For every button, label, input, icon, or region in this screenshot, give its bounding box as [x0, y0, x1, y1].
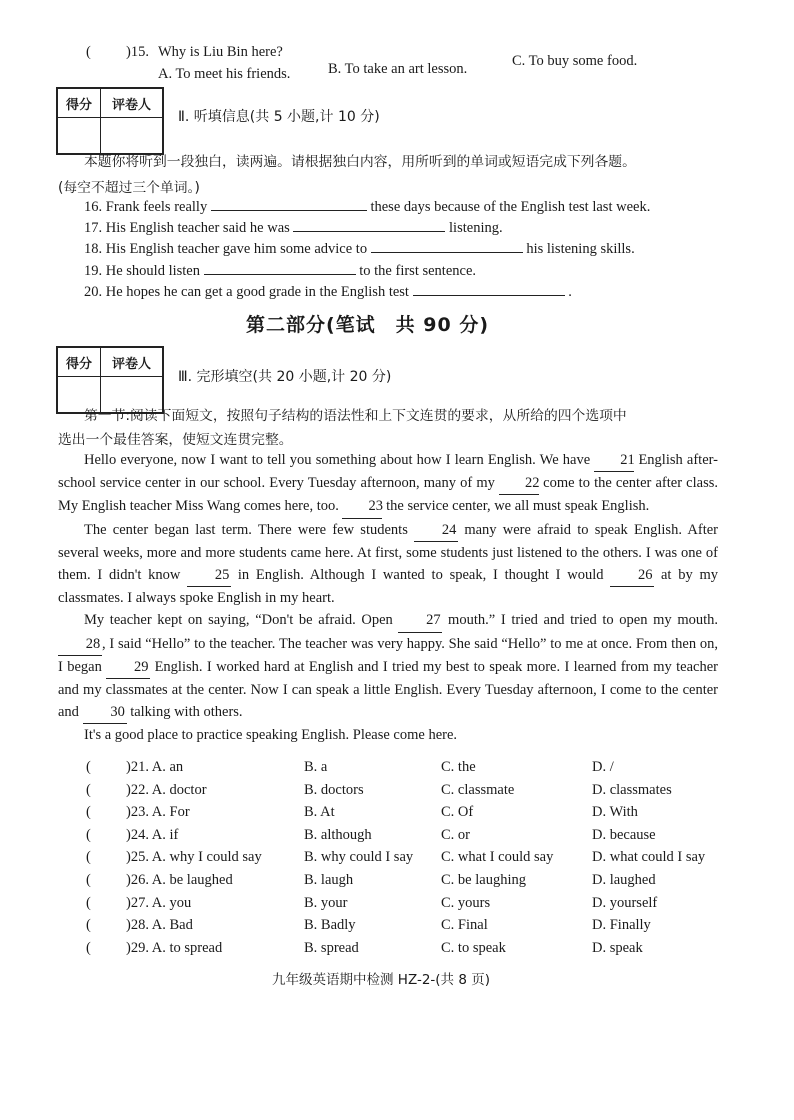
blank-26[interactable]: 26 [610, 564, 654, 587]
choice-option-c[interactable]: C. to speak [441, 939, 506, 956]
passage-text: Hello everyone, now I want to tell you something about how I learn English. We have [84, 452, 595, 468]
passage-text: English after-school service center in our school. Every Tuesday afternoon, many of my [58, 452, 718, 492]
choice-option-d[interactable]: D. because [592, 826, 656, 843]
grader-label: 评卷人 [101, 89, 162, 118]
choice-option-d[interactable]: D. With [592, 804, 638, 821]
answer-paren[interactable]: ( [86, 894, 91, 911]
choice-option-c[interactable]: C. Final [441, 917, 488, 934]
item-16-blank[interactable] [211, 198, 367, 211]
item-20-blank[interactable] [413, 283, 565, 296]
choice-option-d[interactable]: D. laughed [592, 872, 656, 888]
item-18-text: 18. His English teacher gave him some advice to [84, 241, 368, 257]
choice-option-b[interactable]: B. your [304, 894, 348, 911]
passage-text: come to the center after class. My English teacher Miss Wang comes here, too. [58, 475, 718, 515]
score-box [56, 87, 164, 155]
choice-option-d[interactable]: D. speak [592, 939, 643, 956]
answer-paren[interactable]: ( [86, 826, 91, 843]
choice-option-b[interactable]: B. although [304, 826, 372, 843]
passage-text: in English. Although I wanted to speak, I thought I would [231, 567, 611, 584]
answer-paren[interactable]: ( [86, 917, 91, 934]
passage-text: talking with others. [126, 704, 243, 721]
answer-paren[interactable]: ( [86, 939, 91, 956]
choice-question: )29. A. to spread [126, 939, 223, 956]
score-label: 得分 [58, 89, 101, 118]
passage-text: My teacher kept on saying, “Don't be afraid. Open [84, 612, 399, 629]
choice-option-c[interactable]: C. what I could say [441, 849, 554, 866]
answer-paren[interactable]: ( [86, 804, 91, 821]
choice-question: )26. A. be laughed [126, 872, 233, 888]
section2-instruction-note: (每空不超过三个单词。) [58, 180, 200, 196]
section2-title: Ⅱ. 听填信息(共 5 小题,计 10 分) [178, 109, 380, 125]
item-20 [84, 283, 572, 301]
score-label: 得分 [58, 348, 101, 377]
passage-paragraph-4: It's a good place to practice speaking English. Please come here. [84, 727, 458, 744]
passage-text: at by my classmates. I always spoke English in my heart. [58, 567, 718, 607]
choice-option-d[interactable]: D. / [592, 759, 614, 775]
passage-paragraph-2 [58, 519, 718, 610]
blank-27[interactable]: 27 [398, 609, 442, 632]
passage-text: , I said “Hello” to the teacher. The teacher was very happy. She said “Hello” to me at once. From then on, I began [58, 635, 718, 675]
item-20-after: . [568, 284, 572, 300]
passage-text: many were afraid to speak English. After several weeks, more and more students came here. At first, some students just listened to the others. I was one of them. I didn't know [58, 521, 718, 584]
choice-option-c[interactable]: C. classmate [441, 781, 515, 798]
choice-option-b[interactable]: B. a [304, 759, 328, 775]
choice-option-c[interactable]: C. Of [441, 804, 474, 821]
choice-question: )23. A. For [126, 804, 190, 821]
item-17-after: listening. [449, 220, 503, 236]
grader-label: 评卷人 [101, 348, 162, 377]
passage-text: the service center, we all must speak English. [382, 498, 650, 515]
passage-text: The center began last term. There were few students [84, 521, 415, 538]
q15-option-a: A. To meet his friends. [158, 66, 291, 82]
page-footer: 九年级英语期中检测 HZ-2-(共 8 页) [272, 972, 490, 988]
q15-question: Why is Liu Bin here? [158, 44, 283, 60]
section3-instruction-2: 选出一个最佳答案，使短文连贯完整。 [58, 432, 293, 448]
passage-text: English. I worked hard at English and I tried my best to speak more. I learned from my teacher and my classmates at the center. Now I can speak a little English. Every Tuesday afternoon, I come to the center and [58, 658, 719, 721]
item-19-blank[interactable] [204, 262, 356, 275]
choice-question: )27. A. you [126, 894, 192, 911]
choice-option-c[interactable]: C. yours [441, 894, 491, 911]
item-19-after: to the first sentence. [359, 263, 477, 279]
item-20-text: 20. He hopes he can get a good grade in the English test [84, 284, 409, 300]
choice-option-b[interactable]: B. laugh [304, 872, 354, 888]
answer-paren[interactable]: ( [86, 872, 91, 888]
choice-option-d[interactable]: D. what could I say [592, 849, 706, 866]
item-18-after: his listening skills. [526, 241, 635, 257]
item-18-blank[interactable] [371, 240, 523, 253]
passage-paragraph-1 [58, 449, 718, 519]
section3-instruction: 第一节:阅读下面短文，按照句子结构的语法性和上下文连贯的要求，从所给的四个选项中 [84, 408, 627, 424]
section2-instruction: 本题你将听到一段独白，读两遍。请根据独白内容，用所听到的单词或短语完成下列各题。 [84, 154, 636, 170]
blank-29[interactable]: 29 [106, 656, 150, 679]
part2-title: 第二部分(笔试 共 90 分) [246, 314, 490, 336]
choice-question: )28. A. Bad [126, 917, 193, 934]
blank-30[interactable]: 30 [83, 701, 127, 724]
answer-paren[interactable]: ( [86, 849, 91, 866]
blank-25[interactable]: 25 [187, 564, 231, 587]
answer-paren[interactable]: ( [86, 759, 91, 775]
q15-number: )15. [126, 44, 149, 60]
answer-paren: ( [86, 44, 91, 60]
choice-option-d[interactable]: D. yourself [592, 894, 658, 911]
item-19-text: 19. He should listen [84, 263, 200, 279]
choice-question: )22. A. doctor [126, 781, 207, 798]
passage-paragraph-3 [58, 609, 718, 724]
choice-option-b[interactable]: B. At [304, 804, 335, 821]
choice-option-d[interactable]: D. classmates [592, 781, 672, 798]
item-18 [84, 240, 635, 258]
choice-option-c[interactable]: C. or [441, 826, 470, 843]
item-17-blank[interactable] [293, 219, 445, 232]
choice-question: )24. A. if [126, 826, 179, 843]
q15-option-c: C. To buy some food. [512, 53, 638, 69]
score-cell[interactable] [58, 118, 101, 153]
choice-option-b[interactable]: B. doctors [304, 781, 364, 798]
choice-option-b[interactable]: B. why could I say [304, 849, 414, 866]
passage-text: mouth.” I tried and tried to open my mouth. [442, 612, 718, 629]
choice-option-d[interactable]: D. Finally [592, 917, 651, 934]
item-17-text: 17. His English teacher said he was [84, 220, 290, 236]
choice-question: )25. A. why I could say [126, 849, 262, 866]
cloze-passage [58, 449, 718, 747]
answer-paren[interactable]: ( [86, 781, 91, 798]
item-16-after: these days because of the English test last week. [370, 199, 651, 215]
choice-option-b[interactable]: B. Badly [304, 917, 356, 934]
choice-option-b[interactable]: B. spread [304, 939, 359, 956]
blank-23[interactable]: 23 [342, 495, 382, 518]
item-16-text: 16. Frank feels really [84, 199, 208, 215]
choice-option-c[interactable]: C. the [441, 759, 476, 775]
item-19 [84, 262, 476, 280]
choice-question: )21. A. an [126, 759, 184, 775]
q15-option-b: B. To take an art lesson. [328, 61, 468, 77]
choice-option-c[interactable]: C. be laughing [441, 872, 526, 888]
item-16 [84, 198, 650, 216]
blank-24[interactable]: 24 [414, 519, 458, 542]
blank-21[interactable]: 21 [594, 449, 634, 472]
section3-title: Ⅲ. 完形填空(共 20 小题,计 20 分) [178, 369, 392, 385]
item-17 [84, 219, 503, 237]
blank-22[interactable]: 22 [499, 472, 539, 495]
blank-28[interactable]: 28 [58, 633, 102, 656]
